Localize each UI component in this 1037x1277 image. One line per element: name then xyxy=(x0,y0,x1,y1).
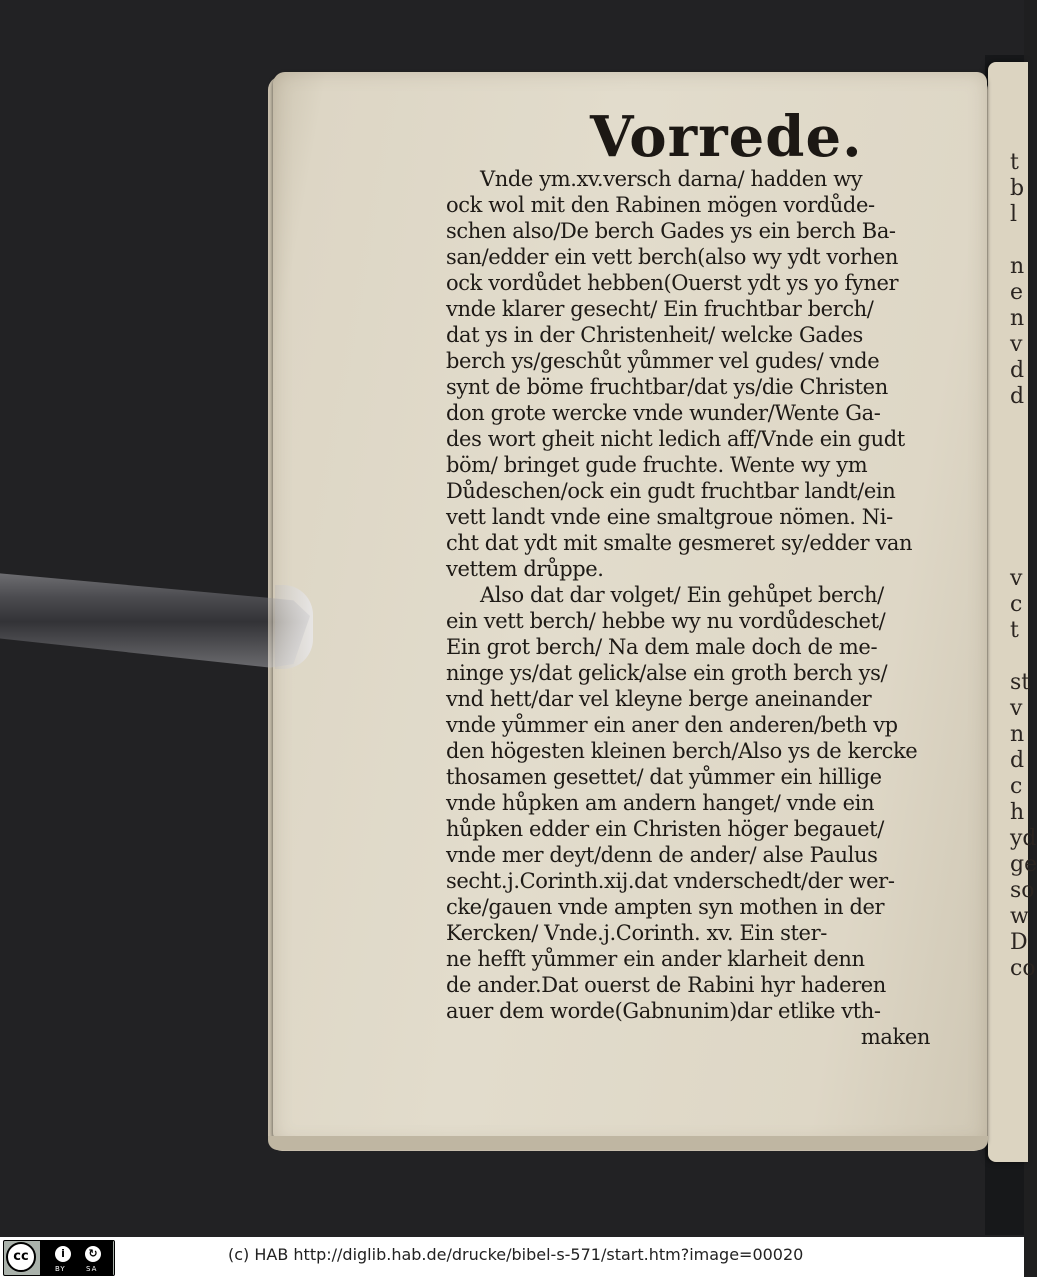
text-line: Kercken/ Vnde.j.Corinth. xv. Ein ster- xyxy=(446,921,827,945)
text-line: de ander.Dat ouerst de Rabini hyr haderen xyxy=(446,973,886,997)
text-line: schen also/De berch Gades ys ein berch Ba- xyxy=(446,219,896,243)
text-line: don grote wercke vnde wunder/Wente Ga- xyxy=(446,401,881,425)
text-line: vnde hůpken am andern hanget/ vnde ein xyxy=(446,791,875,815)
page-bottom-edge xyxy=(268,1136,988,1150)
text-line: böm/ bringet gude fruchte. Wente wy ym xyxy=(446,453,868,477)
glass-page-weight-tip xyxy=(275,585,313,669)
text-line: vettem drůppe. xyxy=(446,557,604,581)
sa-label: SA xyxy=(86,1265,98,1273)
glass-page-weight xyxy=(0,550,310,670)
by-label: BY xyxy=(55,1265,66,1273)
text-line: des wort gheit nicht ledich aff/Vnde ein gudt xyxy=(446,427,905,451)
share-alike-icon: ↻ xyxy=(83,1244,103,1264)
text-line: thosamen gesettet/ dat yůmmer ein hillige xyxy=(446,765,882,789)
text-line: cke/gauen vnde ampten syn mothen in der xyxy=(446,895,885,919)
cc-badge-dark-panel xyxy=(40,1241,113,1275)
text-line: Vnde ym.xv.versch darna/ hadden wy xyxy=(480,167,863,191)
text-line: vnde yůmmer ein aner den anderen/beth vp xyxy=(446,713,898,737)
text-line: vnde mer deyt/denn de ander/ alse Paulus xyxy=(446,843,878,867)
text-line: ock wol mit den Rabinen mögen vordůde- xyxy=(446,193,875,217)
text-line: ein vett berch/ hebbe wy nu vordůdeschet/ xyxy=(446,609,886,633)
text-line: synt de böme fruchtbar/dat ys/die Christen xyxy=(446,375,888,399)
attribution-person-icon: i xyxy=(53,1244,73,1264)
credit-text: (c) HAB http://diglib.hab.de/drucke/bibel-s-571/start.htm?image=00020 xyxy=(228,1245,804,1264)
text-line: ock vordůdet hebben(Ouerst ydt ys yo fyner xyxy=(446,271,899,295)
cc-license-badge[interactable] xyxy=(3,1240,115,1276)
page-title: Vorrede. xyxy=(590,104,863,170)
text-line: den högesten kleinen berch/Also ys de kercke xyxy=(446,739,918,763)
text-line: vnde klarer gesecht/ Ein fruchtbar berch/ xyxy=(446,297,874,321)
next-page-fragment: t b l n e n v d d v c t st v n d c h yd ge so w D co xyxy=(1010,150,1037,981)
text-line: san/edder ein vett berch(also wy ydt vorhen xyxy=(446,245,899,269)
text-line: cht dat ydt mit smalte gesmeret sy/edder van xyxy=(446,531,913,555)
text-line: auer dem worde(Gabnunim)dar etlike vth- xyxy=(446,999,881,1023)
text-line: vnd hett/dar vel kleyne berge aneinander xyxy=(446,687,872,711)
text-line: hůpken edder ein Christen höger begauet/ xyxy=(446,817,884,841)
text-line: ne hefft yůmmer ein ander klarheit denn xyxy=(446,947,865,971)
text-line: ninge ys/dat gelick/alse ein groth berch ys/ xyxy=(446,661,888,685)
text-line: secht.j.Corinth.xij.dat vnderschedt/der wer- xyxy=(446,869,895,893)
text-line: Ein grot berch/ Na dem male doch de me- xyxy=(446,635,878,659)
text-line: berch ys/geschůt yůmmer vel gudes/ vnde xyxy=(446,349,880,373)
text-line: Důdeschen/ock ein gudt fruchtbar landt/ein xyxy=(446,479,896,503)
text-line: dat ys in der Christenheit/ welcke Gades xyxy=(446,323,863,347)
text-line: vett landt vnde eine smaltgroue nömen. Ni- xyxy=(446,505,893,529)
body-text xyxy=(446,166,930,1050)
text-line: Also dat dar volget/ Ein gehůpet berch/ xyxy=(480,583,884,607)
cc-icon: cc xyxy=(6,1242,36,1272)
catchword: maken xyxy=(860,1025,930,1049)
